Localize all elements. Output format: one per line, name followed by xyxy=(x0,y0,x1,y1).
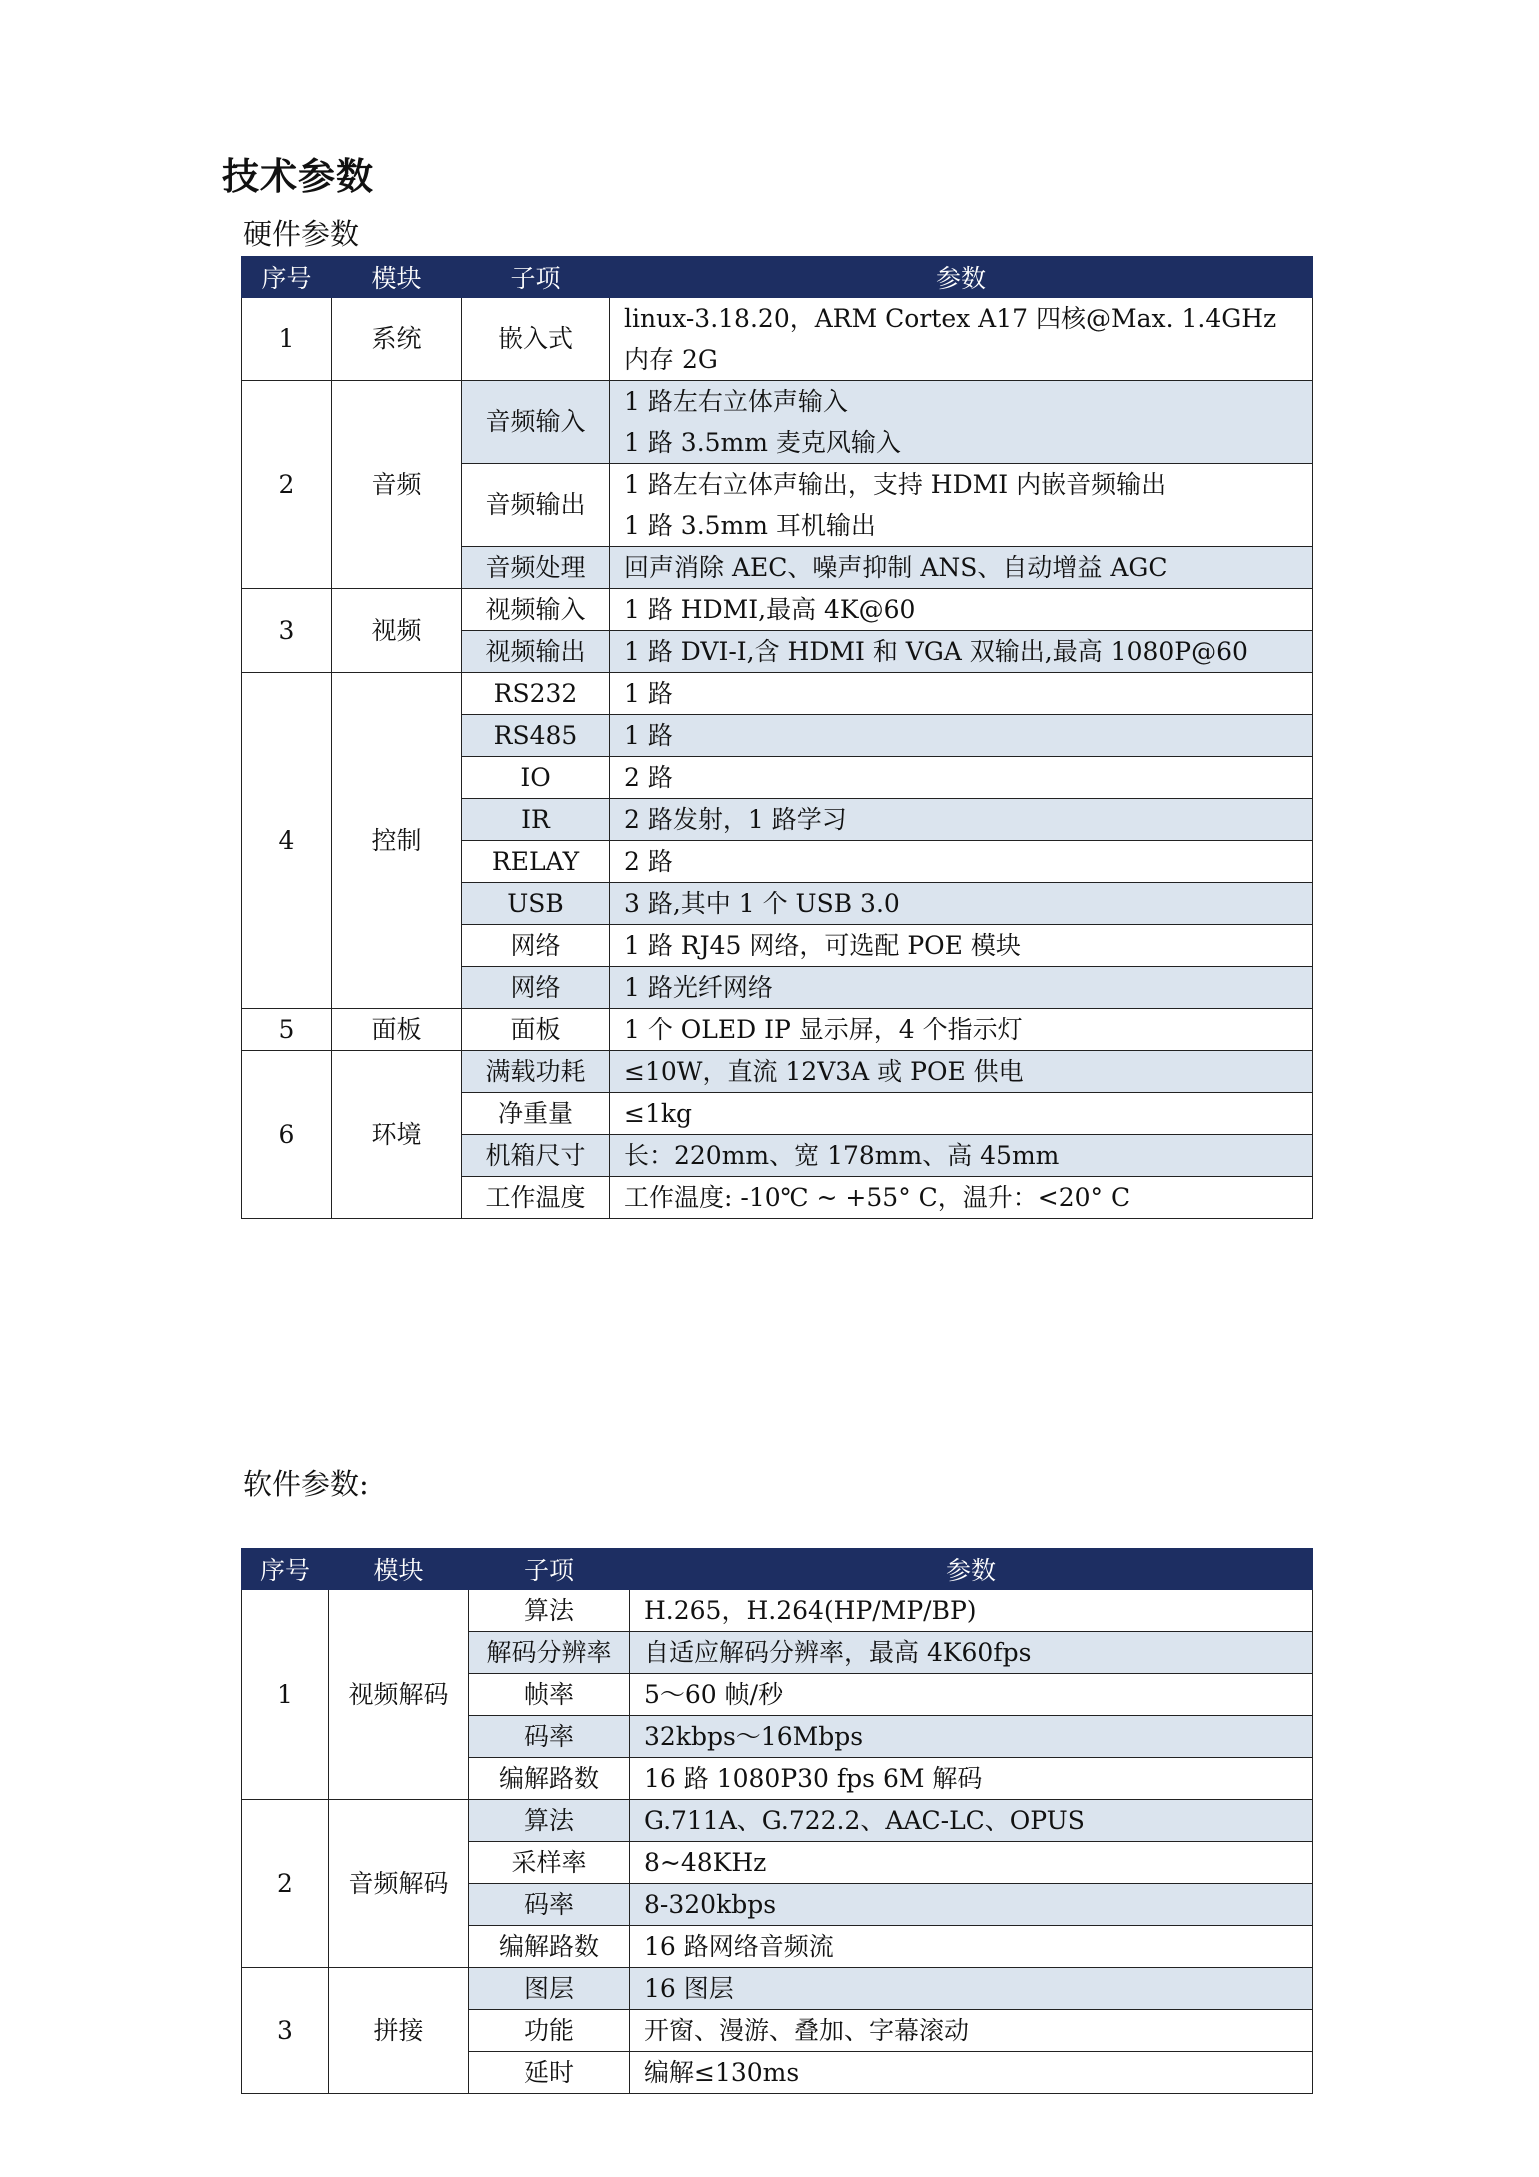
cell-no: 3 xyxy=(242,589,332,673)
cell-module: 视频解码 xyxy=(329,1590,469,1800)
cell-item: 码率 xyxy=(469,1884,630,1926)
cell-value: 8-320kbps xyxy=(630,1884,1313,1926)
cell-value: 开窗、漫游、叠加、字幕滚动 xyxy=(630,2010,1313,2052)
cell-item: 音频处理 xyxy=(462,547,610,589)
cell-value: 16 路网络音频流 xyxy=(630,1926,1313,1968)
table-header-row xyxy=(242,1549,1313,1590)
cell-item: 净重量 xyxy=(462,1093,610,1135)
header-module: 模块 xyxy=(332,257,462,298)
cell-item: 功能 xyxy=(469,2010,630,2052)
cell-item: 采样率 xyxy=(469,1842,630,1884)
table-row xyxy=(242,589,1313,631)
cell-item: 编解路数 xyxy=(469,1926,630,1968)
cell-item: RELAY xyxy=(462,841,610,883)
cell-item: 延时 xyxy=(469,2052,630,2094)
cell-item: 工作温度 xyxy=(462,1177,610,1219)
cell-item: USB xyxy=(462,883,610,925)
table-row xyxy=(242,381,1313,464)
cell-module: 音频解码 xyxy=(329,1800,469,1968)
cell-value: 1 路 HDMI,最高 4K@60 xyxy=(610,589,1313,631)
page-title: 技术参数 xyxy=(222,155,374,198)
cell-item: 编解路数 xyxy=(469,1758,630,1800)
cell-item: 算法 xyxy=(469,1590,630,1632)
cell-value: 32kbps～16Mbps xyxy=(630,1716,1313,1758)
table-row xyxy=(242,298,1313,381)
table-row xyxy=(242,1051,1313,1093)
cell-item: 解码分辨率 xyxy=(469,1632,630,1674)
cell-no: 6 xyxy=(242,1051,332,1219)
cell-value: 8~48KHz xyxy=(630,1842,1313,1884)
cell-no: 5 xyxy=(242,1009,332,1051)
cell-item: 嵌入式 xyxy=(462,298,610,381)
cell-item: 视频输出 xyxy=(462,631,610,673)
software-spec-table xyxy=(241,1548,1313,2094)
cell-item: 机箱尺寸 xyxy=(462,1135,610,1177)
cell-value: 1 路 xyxy=(610,715,1313,757)
cell-item: 网络 xyxy=(462,925,610,967)
table-header-row xyxy=(242,257,1313,298)
hardware-section-title: 硬件参数 xyxy=(243,217,360,251)
header-item: 子项 xyxy=(462,257,610,298)
cell-item: 满载功耗 xyxy=(462,1051,610,1093)
cell-item: 帧率 xyxy=(469,1674,630,1716)
cell-item: 码率 xyxy=(469,1716,630,1758)
cell-no: 3 xyxy=(242,1968,329,2094)
cell-value: ≤1kg xyxy=(610,1093,1313,1135)
cell-value: 1 路 xyxy=(610,673,1313,715)
header-no: 序号 xyxy=(242,1549,329,1590)
cell-value: 2 路发射，1 路学习 xyxy=(610,799,1313,841)
cell-module: 面板 xyxy=(332,1009,462,1051)
table-row xyxy=(242,1968,1313,2010)
cell-module: 环境 xyxy=(332,1051,462,1219)
cell-item: 算法 xyxy=(469,1800,630,1842)
table-row xyxy=(242,1800,1313,1842)
cell-value: ≤10W，直流 12V3A 或 POE 供电 xyxy=(610,1051,1313,1093)
header-param: 参数 xyxy=(630,1549,1313,1590)
cell-module: 音频 xyxy=(332,381,462,589)
cell-module: 控制 xyxy=(332,673,462,1009)
software-section-title: 软件参数: xyxy=(243,1467,369,1501)
cell-item: 音频输出 xyxy=(462,464,610,547)
cell-value: 1 路 DVI-I,含 HDMI 和 VGA 双输出,最高 1080P@60 xyxy=(610,631,1313,673)
cell-value: H.265，H.264(HP/MP/BP) xyxy=(630,1590,1313,1632)
table-row xyxy=(242,1009,1313,1051)
cell-value: 长：220mm、宽 178mm、高 45mm xyxy=(610,1135,1313,1177)
cell-no: 1 xyxy=(242,1590,329,1800)
table-row xyxy=(242,673,1313,715)
header-param: 参数 xyxy=(610,257,1313,298)
cell-value: linux-3.18.20，ARM Cortex A17 四核@Max. 1.4GHz 内存 2G xyxy=(610,298,1313,381)
cell-item: 音频输入 xyxy=(462,381,610,464)
cell-item: RS232 xyxy=(462,673,610,715)
hardware-spec-table xyxy=(241,256,1313,1219)
cell-item: RS485 xyxy=(462,715,610,757)
table-row xyxy=(242,1590,1313,1632)
cell-value: 1 路光纤网络 xyxy=(610,967,1313,1009)
cell-value: 1 路 RJ45 网络，可选配 POE 模块 xyxy=(610,925,1313,967)
cell-item: 面板 xyxy=(462,1009,610,1051)
cell-item: 图层 xyxy=(469,1968,630,2010)
cell-value: 3 路,其中 1 个 USB 3.0 xyxy=(610,883,1313,925)
cell-value: 工作温度: -10℃ ~ +55° C，温升：<20° C xyxy=(610,1177,1313,1219)
cell-value: 回声消除 AEC、噪声抑制 ANS、自动增益 AGC xyxy=(610,547,1313,589)
cell-item: IR xyxy=(462,799,610,841)
cell-no: 4 xyxy=(242,673,332,1009)
cell-value: 编解≤130ms xyxy=(630,2052,1313,2094)
cell-value: 5～60 帧/秒 xyxy=(630,1674,1313,1716)
cell-value: 1 路左右立体声输入 1 路 3.5mm 麦克风输入 xyxy=(610,381,1313,464)
cell-value: 2 路 xyxy=(610,757,1313,799)
cell-value: 16 路 1080P30 fps 6M 解码 xyxy=(630,1758,1313,1800)
cell-no: 1 xyxy=(242,298,332,381)
cell-item: 视频输入 xyxy=(462,589,610,631)
cell-value: 2 路 xyxy=(610,841,1313,883)
cell-value: 自适应解码分辨率，最高 4K60fps xyxy=(630,1632,1313,1674)
cell-module: 视频 xyxy=(332,589,462,673)
cell-value: G.711A、G.722.2、AAC-LC、OPUS xyxy=(630,1800,1313,1842)
cell-item: 网络 xyxy=(462,967,610,1009)
header-module: 模块 xyxy=(329,1549,469,1590)
cell-item: IO xyxy=(462,757,610,799)
cell-value: 1 个 OLED IP 显示屏，4 个指示灯 xyxy=(610,1009,1313,1051)
cell-value: 1 路左右立体声输出，支持 HDMI 内嵌音频输出 1 路 3.5mm 耳机输出 xyxy=(610,464,1313,547)
header-no: 序号 xyxy=(242,257,332,298)
cell-no: 2 xyxy=(242,381,332,589)
cell-module: 系统 xyxy=(332,298,462,381)
header-item: 子项 xyxy=(469,1549,630,1590)
cell-value: 16 图层 xyxy=(630,1968,1313,2010)
cell-module: 拼接 xyxy=(329,1968,469,2094)
cell-no: 2 xyxy=(242,1800,329,1968)
